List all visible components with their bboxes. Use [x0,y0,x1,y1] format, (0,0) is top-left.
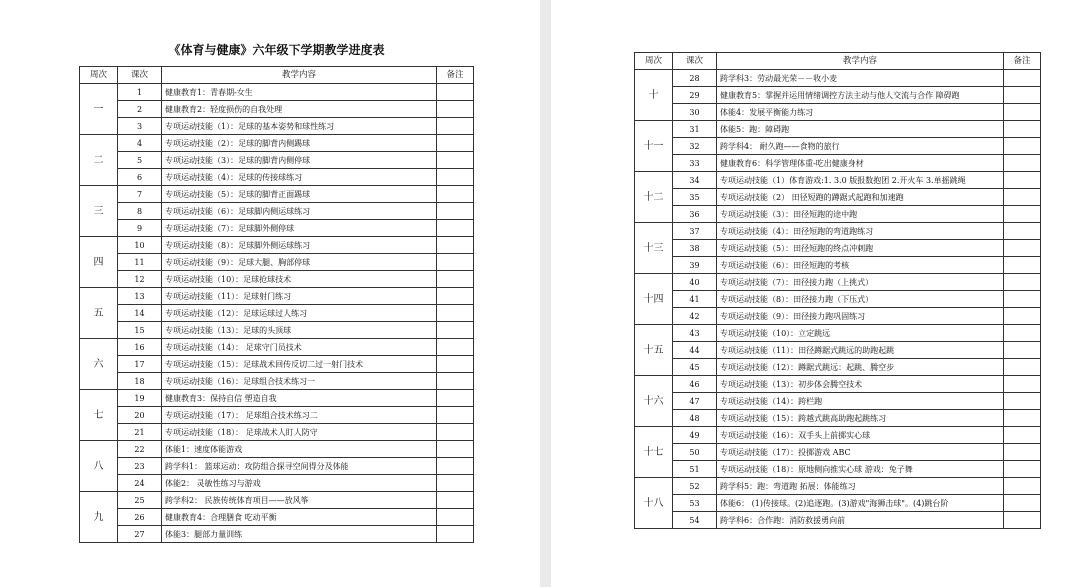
lesson-content-cell: 专项运动技能（10）：足球抢球技术 [162,271,437,288]
lesson-content-cell: 专项运动技能（17）： 足球组合技术练习二 [162,407,437,424]
table-row [635,70,1041,87]
lesson-number-cell: 30 [673,104,717,121]
note-cell [437,254,474,271]
lesson-content-cell: 跨学科4： 耐久跑——食物的旅行 [717,138,1004,155]
table-row [80,475,474,492]
week-cell: 十八 [635,478,673,529]
table-row [80,254,474,271]
note-cell [1004,410,1041,427]
table-row [80,152,474,169]
lesson-number-cell: 4 [118,135,162,152]
lesson-number-cell: 35 [673,189,717,206]
table-row [635,393,1041,410]
lesson-content-cell: 专项运动技能（16）：足球组合技术练习一 [162,373,437,390]
table-row [635,342,1041,359]
week-cell: 四 [80,237,118,288]
table-row [635,189,1041,206]
lesson-number-cell: 39 [673,257,717,274]
table-row [635,410,1041,427]
table-row [635,155,1041,172]
note-cell [437,373,474,390]
lesson-content-cell: 专项运动技能（18）： 足球战术人盯人防守 [162,424,437,441]
note-cell [1004,104,1041,121]
lesson-content-cell: 健康教育5：掌握并运用情绪调控方法主动与他人交流与合作 障碍跑 [717,87,1004,104]
lesson-number-cell: 24 [118,475,162,492]
lesson-content-cell: 体能6： (1)传接球。(2)追逐跑。(3)游戏"海狮击球"。(4)跳台阶 [717,495,1004,512]
lesson-content-cell: 专项运动技能（2） 田径短跑的蹲踞式起跑和加速跑 [717,189,1004,206]
table-row [80,356,474,373]
note-cell [1004,223,1041,240]
table-row [80,135,474,152]
note-cell [437,492,474,509]
column-header: 课次 [118,67,162,84]
lesson-number-cell: 7 [118,186,162,203]
week-cell: 十四 [635,274,673,325]
lesson-content-cell: 跨学科6：合作跑：消防救援勇向前 [717,512,1004,529]
column-header: 教学内容 [162,67,437,84]
week-cell: 八 [80,441,118,492]
table-row [80,169,474,186]
lesson-number-cell: 14 [118,305,162,322]
note-cell [437,288,474,305]
lesson-content-cell: 专项运动技能（8）：田径接力跑（下压式） [717,291,1004,308]
table-row [80,390,474,407]
table-row [635,444,1041,461]
table-row [80,305,474,322]
lesson-number-cell: 19 [118,390,162,407]
column-header: 周次 [80,67,118,84]
lesson-content-cell: 专项运动技能（8）：足球脚外侧运球练习 [162,237,437,254]
lesson-content-cell: 专项运动技能（9）：足球大腿、胸部停球 [162,254,437,271]
lesson-number-cell: 6 [118,169,162,186]
week-cell: 三 [80,186,118,237]
week-cell: 五 [80,288,118,339]
lesson-number-cell: 25 [118,492,162,509]
lesson-number-cell: 42 [673,308,717,325]
week-cell: 六 [80,339,118,390]
lesson-number-cell: 50 [673,444,717,461]
table-row [635,138,1041,155]
lesson-number-cell: 23 [118,458,162,475]
lesson-number-cell: 48 [673,410,717,427]
lesson-content-cell: 健康教育2：轻度损伤的自我处理 [162,101,437,118]
table-row [80,186,474,203]
lesson-number-cell: 47 [673,393,717,410]
lesson-number-cell: 11 [118,254,162,271]
table-row [635,478,1041,495]
lesson-content-cell: 专项运动技能（2）：足球的脚背内侧踢球 [162,135,437,152]
week-cell: 十二 [635,172,673,223]
lesson-number-cell: 33 [673,155,717,172]
table-row [635,121,1041,138]
table-row [635,291,1041,308]
note-cell [1004,257,1041,274]
lesson-number-cell: 9 [118,220,162,237]
column-header: 周次 [635,53,673,70]
table-row [635,308,1041,325]
page-gap [540,0,551,587]
week-cell: 十 [635,70,673,121]
week-cell: 十一 [635,121,673,172]
note-cell [1004,274,1041,291]
lesson-content-cell: 专项运动技能（1）体育游戏:1. 3.0 版报数抱团 2.开火车 3.单摇跳绳 [717,172,1004,189]
lesson-number-cell: 45 [673,359,717,376]
table-row [635,206,1041,223]
note-cell [1004,427,1041,444]
lesson-content-cell: 专项运动技能（18）：原地侧向推实心球 游戏：兔子舞 [717,461,1004,478]
note-cell [437,475,474,492]
lesson-number-cell: 22 [118,441,162,458]
week-cell: 九 [80,492,118,543]
lesson-number-cell: 52 [673,478,717,495]
lesson-number-cell: 10 [118,237,162,254]
lesson-content-cell: 跨学科5：跑：弯道跑 拓展：体能练习 [717,478,1004,495]
table-row [80,373,474,390]
lesson-content-cell: 专项运动技能（15）：跨越式跳高助跑起跳练习 [717,410,1004,427]
table-row [80,339,474,356]
note-cell [1004,206,1041,223]
lesson-number-cell: 5 [118,152,162,169]
note-cell [437,424,474,441]
note-cell [1004,189,1041,206]
document-title: 《体育与健康》六年级下学期教学进度表 [168,43,385,57]
lesson-content-cell: 跨学科2： 民族传统体育项目——放风筝 [162,492,437,509]
lesson-content-cell: 专项运动技能（9）：田径接力跑巩固练习 [717,308,1004,325]
table-row [80,424,474,441]
lesson-content-cell: 专项运动技能（6）：足球脚内侧运球练习 [162,203,437,220]
note-cell [437,135,474,152]
lesson-content-cell: 专项运动技能（7）：田径接力跑（上挑式） [717,274,1004,291]
lesson-number-cell: 15 [118,322,162,339]
note-cell [437,322,474,339]
lesson-content-cell: 专项运动技能（10）：立定跳远 [717,325,1004,342]
lesson-content-cell: 体能5：跑：障碍跑 [717,121,1004,138]
lesson-number-cell: 38 [673,240,717,257]
week-cell: 十七 [635,427,673,478]
lesson-content-cell: 健康教育1：青春期-女生 [162,84,437,101]
table-row [80,492,474,509]
lesson-content-cell: 跨学科1： 篮球运动：攻防组合探寻空间得分及体能 [162,458,437,475]
lesson-number-cell: 32 [673,138,717,155]
lesson-number-cell: 21 [118,424,162,441]
lesson-number-cell: 43 [673,325,717,342]
table-row [635,427,1041,444]
lesson-number-cell: 36 [673,206,717,223]
lesson-number-cell: 1 [118,84,162,101]
lesson-content-cell: 专项运动技能（4）：田径短跑的弯道跑练习 [717,223,1004,240]
note-cell [1004,342,1041,359]
lesson-content-cell: 专项运动技能（11）：田径蹲踞式跳远的助跑起跳 [717,342,1004,359]
lesson-number-cell: 12 [118,271,162,288]
table-row [635,495,1041,512]
note-cell [437,458,474,475]
note-cell [437,305,474,322]
lesson-content-cell: 专项运动技能（14）： 足球守门员技术 [162,339,437,356]
schedule-table-left [79,66,474,543]
lesson-number-cell: 26 [118,509,162,526]
note-cell [437,441,474,458]
lesson-content-cell: 健康教育6：科学管理体重-吃出健康身材 [717,155,1004,172]
note-cell [1004,291,1041,308]
lesson-number-cell: 40 [673,274,717,291]
lesson-content-cell: 健康教育3：保持自信 塑造自我 [162,390,437,407]
table-row [80,118,474,135]
table-row [635,376,1041,393]
note-cell [1004,87,1041,104]
table-row [635,274,1041,291]
note-cell [1004,478,1041,495]
table-row [80,407,474,424]
table-row [80,220,474,237]
lesson-number-cell: 3 [118,118,162,135]
lesson-number-cell: 37 [673,223,717,240]
table-row [635,461,1041,478]
lesson-number-cell: 16 [118,339,162,356]
table-row [635,104,1041,121]
week-cell: 十五 [635,325,673,376]
note-cell [437,84,474,101]
lesson-content-cell: 专项运动技能（15）：足球战术回传反切二过一射门技术 [162,356,437,373]
week-cell: 七 [80,390,118,441]
lesson-content-cell: 专项运动技能（13）：初步体会腾空技术 [717,376,1004,393]
lesson-content-cell: 专项运动技能（4）：足球的传接球练习 [162,169,437,186]
lesson-number-cell: 31 [673,121,717,138]
note-cell [1004,240,1041,257]
note-cell [1004,325,1041,342]
lesson-content-cell: 专项运动技能（5）：田径短跑的终点冲刺跑 [717,240,1004,257]
note-cell [437,118,474,135]
lesson-content-cell: 专项运动技能（13）：足球的头顶球 [162,322,437,339]
lesson-content-cell: 专项运动技能（12）：蹲踞式跳远：起跳、腾空步 [717,359,1004,376]
lesson-content-cell: 专项运动技能（1）：足球的基本姿势和球性练习 [162,118,437,135]
table-row [80,322,474,339]
week-cell: 十六 [635,376,673,427]
schedule-table-right [634,52,1041,529]
lesson-number-cell: 28 [673,70,717,87]
note-cell [1004,155,1041,172]
lesson-content-cell: 专项运动技能（17）：投掷游戏 ABC [717,444,1004,461]
lesson-content-cell: 专项运动技能（3）：足球的脚背内侧停球 [162,152,437,169]
lesson-number-cell: 53 [673,495,717,512]
column-header: 教学内容 [717,53,1004,70]
table-row [80,84,474,101]
note-cell [437,101,474,118]
lesson-content-cell: 专项运动技能（7）：足球脚外侧停球 [162,220,437,237]
note-cell [437,237,474,254]
week-cell: 一 [80,84,118,135]
week-cell: 二 [80,135,118,186]
note-cell [1004,359,1041,376]
lesson-content-cell: 体能1：速度体能游戏 [162,441,437,458]
note-cell [1004,70,1041,87]
lesson-number-cell: 17 [118,356,162,373]
note-cell [1004,138,1041,155]
table-row [635,172,1041,189]
note-cell [437,356,474,373]
lesson-number-cell: 49 [673,427,717,444]
lesson-number-cell: 46 [673,376,717,393]
note-cell [1004,376,1041,393]
note-cell [437,339,474,356]
table-row [635,325,1041,342]
lesson-content-cell: 健康教育4：合理膳食 吃动平衡 [162,509,437,526]
note-cell [437,390,474,407]
table-row [80,509,474,526]
lesson-number-cell: 34 [673,172,717,189]
table-row [635,359,1041,376]
lesson-content-cell: 专项运动技能（3）：田径短跑的途中跑 [717,206,1004,223]
lesson-content-cell: 专项运动技能（16）：双手头上前掷实心球 [717,427,1004,444]
table-row [635,223,1041,240]
note-cell [1004,121,1041,138]
table-row [80,288,474,305]
lesson-content-cell: 跨学科3：劳动最光荣－－收小麦 [717,70,1004,87]
note-cell [1004,461,1041,478]
table-row [80,458,474,475]
lesson-content-cell: 专项运动技能（6）：田径短跑的考核 [717,257,1004,274]
lesson-content-cell: 体能2： 灵敏性练习与游戏 [162,475,437,492]
note-cell [437,526,474,543]
lesson-content-cell: 专项运动技能（11）：足球射门练习 [162,288,437,305]
column-header: 备注 [1004,53,1041,70]
note-cell [1004,495,1041,512]
lesson-number-cell: 51 [673,461,717,478]
lesson-number-cell: 13 [118,288,162,305]
table-row [635,512,1041,529]
note-cell [437,203,474,220]
lesson-number-cell: 29 [673,87,717,104]
note-cell [1004,172,1041,189]
table-row [80,526,474,543]
column-header: 课次 [673,53,717,70]
note-cell [1004,393,1041,410]
note-cell [1004,308,1041,325]
lesson-content-cell: 专项运动技能（12）：足球运球过人练习 [162,305,437,322]
lesson-number-cell: 44 [673,342,717,359]
note-cell [437,509,474,526]
table-row [80,203,474,220]
note-cell [437,152,474,169]
lesson-number-cell: 20 [118,407,162,424]
lesson-number-cell: 27 [118,526,162,543]
lesson-number-cell: 41 [673,291,717,308]
column-header: 备注 [437,67,474,84]
lesson-content-cell: 专项运动技能（14）：跨栏跑 [717,393,1004,410]
lesson-content-cell: 专项运动技能（5）：足球的脚背正面踢球 [162,186,437,203]
lesson-number-cell: 18 [118,373,162,390]
table-row [635,257,1041,274]
lesson-content-cell: 体能3：腿部力量训练 [162,526,437,543]
table-row [80,101,474,118]
table-row [635,240,1041,257]
note-cell [437,407,474,424]
table-row [635,87,1041,104]
note-cell [437,271,474,288]
note-cell [1004,444,1041,461]
note-cell [437,186,474,203]
note-cell [437,169,474,186]
table-header-row [635,53,1041,70]
table-row [80,237,474,254]
table-row [80,441,474,458]
lesson-content-cell: 体能4：发展平衡能力练习 [717,104,1004,121]
lesson-number-cell: 2 [118,101,162,118]
table-row [80,271,474,288]
lesson-number-cell: 54 [673,512,717,529]
note-cell [437,220,474,237]
lesson-number-cell: 8 [118,203,162,220]
week-cell: 十三 [635,223,673,274]
note-cell [1004,512,1041,529]
table-header-row [80,67,474,84]
